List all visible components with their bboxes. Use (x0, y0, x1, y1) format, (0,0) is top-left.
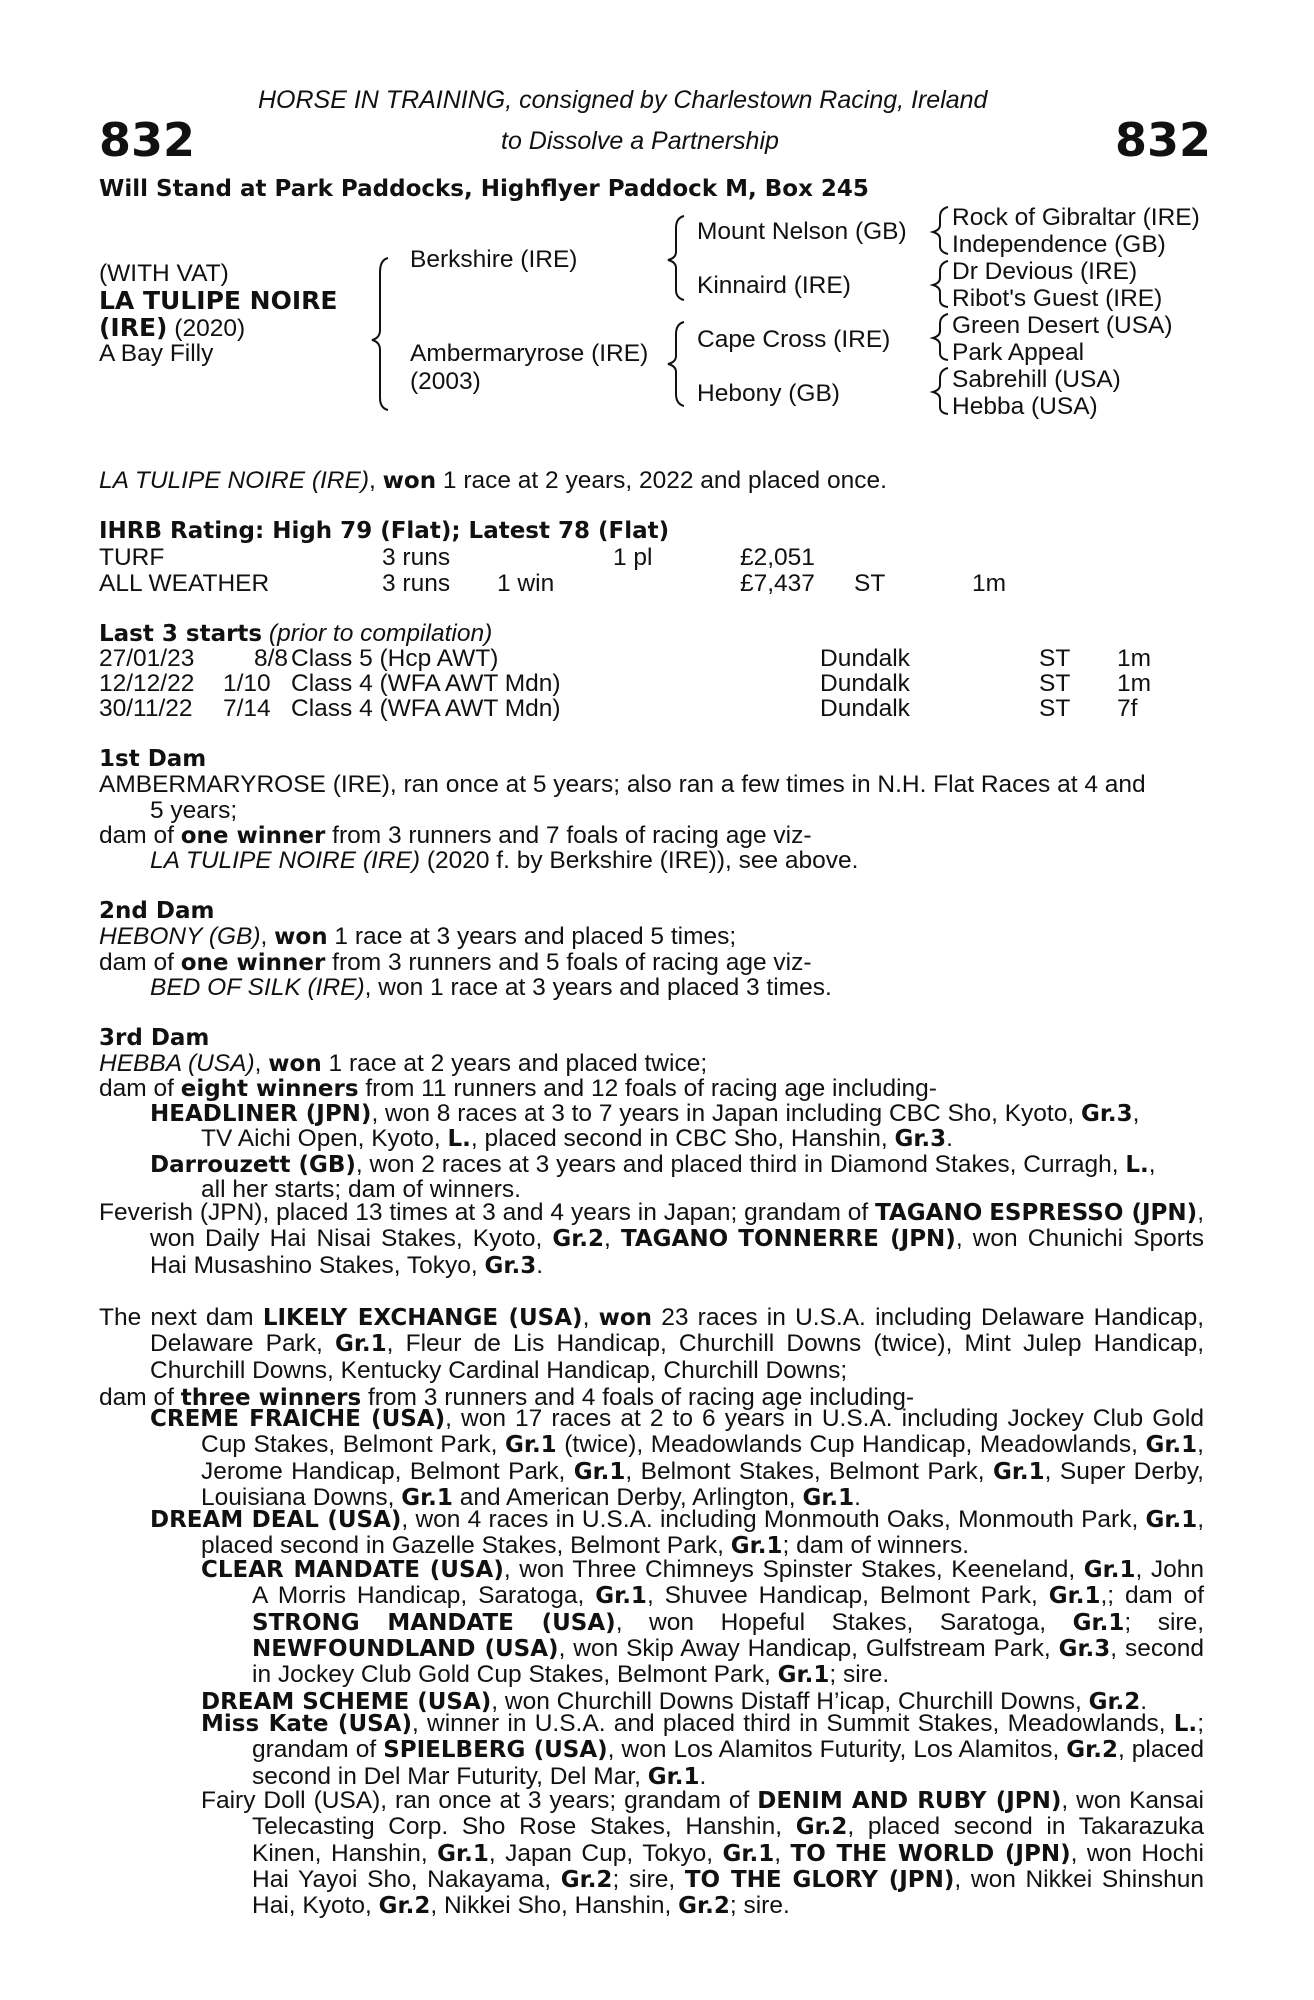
rating-runs: 3 runs (382, 570, 451, 597)
text-span: 1 race at 2 years and placed twice; (321, 1050, 708, 1077)
grade-label: Gr.3 (484, 1252, 537, 1279)
consignor-line: HORSE IN TRAINING, consigned by Charlestown Racing, Ireland (258, 86, 988, 114)
first-dam-foal-name: LA TULIPE NOIRE (IRE) (150, 847, 421, 874)
text-span: , placed second in CBC Sho, Hanshin, (470, 1125, 895, 1152)
creme-fraiche-name: CREME FRAICHE (USA) (150, 1406, 446, 1432)
rating-wins: 1 win (497, 570, 555, 597)
text-span: (2020 f. by Berkshire (IRE)), see above. (420, 847, 859, 874)
summary-text: 1 race at 2 years, 2022 and placed once. (436, 467, 887, 494)
first-dam-line1: AMBERMARYROSE (IRE), ran once at 5 years; also ran a few times in N.H. Flat Races at 4 and (99, 771, 1146, 798)
text-span: and American Derby, Arlington, (452, 1483, 803, 1511)
last-starts-heading: Last 3 starts (99, 621, 263, 647)
start-date: 30/11/22 (99, 695, 193, 722)
text-span: The next dam (99, 1304, 263, 1331)
sire-sire-sire: Rock of Gibraltar (IRE) (952, 204, 1200, 231)
first-dam-heading: 1st Dam (99, 746, 207, 772)
grade-label: Gr.2 (378, 1893, 431, 1920)
grade-label: Gr.1 (334, 1331, 387, 1358)
feverish-espresso: ESPRESSO (JPN) (989, 1200, 1198, 1226)
vat-label: (WITH VAT) (99, 260, 229, 287)
third-dam-name: HEBBA (USA) (99, 1050, 255, 1077)
grade-label: Gr.2 (678, 1893, 730, 1920)
text-span: from 3 runners and 4 foals of racing age including- (361, 1384, 915, 1411)
grade-label: Gr.1 (730, 1533, 783, 1560)
text-span: TV Aichi Open, Kyoto, (201, 1125, 448, 1152)
sire-dam: Kinnaird (IRE) (697, 272, 851, 299)
start-position: 1/10 (223, 670, 271, 697)
text-span: , won 8 races at 3 to 7 years in Japan including CBC Sho, Kyoto, (371, 1100, 1081, 1127)
grade-label: Gr.1 (573, 1458, 626, 1485)
headliner-line1 (150, 1102, 1139, 1127)
dam-dam: Hebony (GB) (697, 380, 840, 407)
text-span: dam of (99, 1384, 181, 1411)
grade-label: Gr.2 (560, 1866, 613, 1893)
start-position: 8/8 (254, 645, 289, 672)
third-dam-winners: eight winners (180, 1076, 359, 1102)
text-span: . (1140, 1688, 1148, 1715)
strong-mandate-name: STRONG MANDATE (USA) (252, 1609, 616, 1636)
clear-mandate-paragraph (201, 1556, 1205, 1689)
text-span: ; grandam of (252, 1710, 1204, 1764)
third-dam-line2 (99, 1077, 937, 1102)
start-going: ST (1039, 670, 1071, 697)
text-span: , won Nikkei Shinshun Hai, Kyoto, (252, 1865, 1205, 1920)
denim-and-ruby-name: DENIM AND RUBY (JPN) (757, 1788, 1062, 1814)
darrouzett-line2: all her starts; dam of winners. (201, 1176, 521, 1203)
grade-label: Gr.3 (1058, 1635, 1111, 1662)
to-the-glory-name: TO THE GLORY (JPN) (684, 1866, 955, 1893)
text-span: dam of (99, 949, 181, 976)
text-span: , (1148, 1151, 1156, 1178)
text-span: , won Hochi Hai Yayoi Sho, Nakayama, (252, 1839, 1204, 1893)
rating-places: 1 pl (613, 544, 653, 571)
start-going: ST (1039, 695, 1071, 722)
feverish-tonnerre: TONNERRE (JPN) (738, 1226, 956, 1253)
dam-dam-sire: Sabrehill (USA) (952, 366, 1121, 393)
third-dam-won: won (268, 1051, 322, 1077)
text-span: ,; dam of (1100, 1582, 1204, 1610)
next-dam-won: won (598, 1305, 653, 1331)
third-dam-line1 (99, 1052, 707, 1077)
text-span: from 3 runners and 5 foals of racing age viz- (325, 949, 812, 976)
second-dam-winners: one winner (180, 950, 326, 976)
grade-label: Gr.1 (1145, 1507, 1198, 1533)
text-span: ; dam of winners. (782, 1532, 970, 1560)
grade-label: Gr.1 (1048, 1583, 1101, 1610)
text-span: , (254, 1050, 269, 1077)
dam-dam-dam: Hebba (USA) (952, 393, 1098, 420)
text-span: 23 races in U.S.A. including Delaware Handicap, Delaware Park, (150, 1304, 1204, 1358)
second-dam-heading: 2nd Dam (99, 898, 215, 924)
rating-surface: ALL WEATHER (99, 570, 270, 597)
horse-year: (2020) (167, 315, 246, 342)
text-span: , (604, 1225, 621, 1253)
second-dam-name: HEBONY (GB) (99, 923, 261, 950)
grade-label: Gr.1 (1072, 1609, 1125, 1636)
text-span: , winner in U.S.A. and placed third in Summit Stakes, Meadowlands, (412, 1710, 1174, 1737)
first-dam-line4 (150, 849, 858, 874)
horse-country: (IRE) (99, 313, 168, 342)
dam-year: (2003) (410, 368, 481, 395)
text-span: , (774, 1839, 791, 1867)
text-span: , second in Jockey Club Gold Cup Stakes, Belmont Park, (252, 1634, 1204, 1689)
grade-label: Gr.2 (1088, 1689, 1141, 1715)
next-dam-name: LIKELY EXCHANGE (USA) (262, 1305, 583, 1331)
grade-label: Gr.1 (802, 1484, 855, 1511)
rating-going: ST (854, 570, 886, 597)
text-span: , won Chunichi Sports Hai Musashino Stakes, Tokyo, (150, 1225, 1205, 1279)
horse-description: A Bay Filly (99, 340, 214, 367)
feverish-paragraph (99, 1200, 1204, 1279)
feverish-tagano: TAGANO (875, 1200, 983, 1226)
text-span: ; sire. (829, 1661, 890, 1689)
creme-fraiche-paragraph (150, 1405, 1204, 1511)
text-span: , (582, 1304, 599, 1331)
text-span: from 11 runners and 12 foals of racing age including- (358, 1075, 937, 1102)
text-span: , Belmont Stakes, Belmont Park, (625, 1457, 993, 1485)
first-dam-line3 (99, 824, 812, 849)
text-span: , won Three Chimneys Spinster Stakes, Keeneland, (503, 1556, 1084, 1583)
text-span: , won Los Alamitos Futurity, Los Alamitos, (607, 1736, 1067, 1764)
start-course: Dundalk (820, 645, 910, 672)
text-span: , placed second in Del Mar Futurity, Del Mar, (252, 1736, 1204, 1790)
text-span: . (854, 1483, 861, 1511)
rating-surface: TURF (99, 544, 165, 571)
next-dam-winners: three winners (180, 1385, 362, 1411)
text-span: , Super Derby, Louisiana Downs, (201, 1457, 1204, 1511)
grade-label: Gr.1 (401, 1484, 453, 1511)
grade-label: Gr.1 (722, 1840, 775, 1867)
first-dam-line2: 5 years; (150, 797, 238, 824)
text-span: , placed second in Takarazuka Kinen, Hanshin, (252, 1813, 1204, 1867)
second-dam-foal-name: BED OF SILK (IRE) (150, 974, 365, 1001)
rating-runs: 3 runs (382, 544, 451, 571)
text-span: , Nikkei Sho, Hanshin, (430, 1892, 679, 1920)
miss-kate-paragraph (201, 1710, 1204, 1790)
text-span: , won Daily Hai Nisai Stakes, Kyoto, (150, 1199, 1204, 1253)
first-dam-winners: one winner (180, 823, 326, 849)
start-course: Dundalk (820, 695, 910, 722)
headliner-name: HEADLINER (JPN) (150, 1101, 372, 1127)
grade-label: Gr.1 (595, 1583, 647, 1610)
summary-won: won (382, 468, 437, 494)
text-span: , Jerome Handicap, Belmont Park, (201, 1431, 1204, 1485)
sire-sire: Mount Nelson (GB) (697, 218, 907, 245)
start-date: 12/12/22 (99, 670, 195, 697)
grade-label: Gr.1 (992, 1458, 1045, 1485)
text-span: , won Churchill Downs Distaff H’icap, Churchill Downs, (491, 1688, 1089, 1715)
listed-label: L. (1125, 1152, 1149, 1178)
grade-label: Gr.1 (437, 1840, 489, 1867)
start-course: Dundalk (820, 670, 910, 697)
text-span: , Japan Cup, Tokyo, (488, 1839, 723, 1867)
horse-name: LA TULIPE NOIRE (99, 286, 338, 315)
text-span: from 3 runners and 7 foals of racing age viz- (325, 822, 812, 849)
second-dam-line2 (99, 951, 812, 976)
grade-label: Gr.1 (1145, 1432, 1198, 1459)
text-span: , won Kansai Telecasting Corp. Sho Rose Stakes, Hanshin, (252, 1787, 1204, 1841)
start-distance: 1m (1117, 645, 1152, 672)
grade-label: Gr.3 (894, 1126, 947, 1152)
text-span: , Fleur de Lis Handicap, Churchill Downs (twice), Mint Julep Handicap, Churchill Downs, Kentucky Cardinal Handicap, Churchill Downs; (150, 1330, 1204, 1384)
text-span: Fairy Doll (USA), ran once at 3 years; grandam of (201, 1787, 758, 1814)
listed-label: L. (1173, 1711, 1198, 1737)
fairy-doll-paragraph (201, 1787, 1205, 1920)
grade-label: Gr.3 (1080, 1101, 1133, 1127)
dam-sire-sire: Green Desert (USA) (952, 312, 1173, 339)
grade-label: Gr.1 (647, 1763, 700, 1790)
text-span: , won 1 race at 3 years and placed 3 times. (364, 974, 832, 1001)
darrouzett-line1 (150, 1153, 1156, 1178)
grade-label: Gr.1 (1083, 1557, 1136, 1583)
rating-money: £2,051 (740, 544, 815, 571)
grade-label: Gr.2 (795, 1814, 848, 1841)
darrouzett-name: Darrouzett (GB) (150, 1152, 356, 1178)
grade-label: Gr.2 (1066, 1737, 1118, 1764)
newfoundland-name: NEWFOUNDLAND (USA) (252, 1635, 559, 1662)
sale-reason: to Dissolve a Partnership (501, 127, 779, 155)
lot-number-left: 832 (99, 113, 196, 167)
text-span: dam of (99, 822, 181, 849)
grade-label: Gr.1 (777, 1662, 830, 1689)
start-going: ST (1039, 645, 1071, 672)
rating-distance: 1m (972, 570, 1007, 597)
text-span: , (260, 923, 275, 950)
summary-horse-name: LA TULIPE NOIRE (IRE) (99, 467, 370, 494)
dam: Ambermaryrose (IRE) (410, 340, 649, 367)
text-span: , placed second in Gazelle Stakes, Belmont Park, (201, 1506, 1205, 1560)
second-dam-won: won (274, 924, 328, 950)
location-line: Will Stand at Park Paddocks, Highflyer Paddock M, Box 245 (99, 176, 869, 202)
to-the-world-name: TO THE WORLD (JPN) (790, 1840, 1071, 1867)
start-race: Class 5 (Hcp AWT) (291, 645, 499, 672)
sire-dam-sire: Dr Devious (IRE) (952, 258, 1138, 285)
next-dam-paragraph (99, 1304, 1204, 1384)
sire-sire-dam: Independence (GB) (952, 231, 1166, 258)
start-distance: 7f (1117, 695, 1138, 722)
sire: Berkshire (IRE) (410, 246, 578, 273)
start-position: 7/14 (223, 695, 271, 722)
last-starts-title (99, 622, 492, 647)
dam-sire: Cape Cross (IRE) (697, 326, 891, 353)
last-starts-note: (prior to compilation) (262, 620, 493, 647)
text-span: , won Skip Away Handicap, Gulfstream Park, (558, 1634, 1059, 1662)
headliner-line2 (201, 1127, 953, 1152)
text-span: ; sire. (729, 1892, 790, 1920)
text-span: , Shuvee Handicap, Belmont Park, (646, 1582, 1049, 1610)
spielberg-name: SPIELBERG (USA) (383, 1737, 608, 1764)
text-span: dam of (99, 1075, 181, 1102)
lot-number-right: 832 (1115, 113, 1212, 167)
sire-dam-dam: Ribot's Guest (IRE) (952, 285, 1163, 312)
start-distance: 1m (1117, 670, 1152, 697)
text-span: , won 17 races at 2 to 6 years in U.S.A. including Jockey Club Gold Cup Stakes, Belmont Park, (201, 1405, 1204, 1459)
feverish-tagano2: TAGANO (620, 1226, 729, 1253)
text-span: , John A Morris Handicap, Saratoga, (252, 1556, 1205, 1610)
text-span: , won Hopeful Stakes, Saratoga, (615, 1608, 1073, 1636)
third-dam-heading: 3rd Dam (99, 1025, 210, 1051)
rating-money: £7,437 (740, 570, 815, 597)
miss-kate-name: Miss Kate (USA) (201, 1711, 412, 1737)
text-span: (twice), Meadowlands Cup Handicap, Meadowlands, (556, 1431, 1146, 1459)
text-span: ; sire, (612, 1865, 685, 1893)
listed-label: L. (447, 1126, 471, 1152)
dream-deal-name: DREAM DEAL (USA) (150, 1507, 402, 1533)
text-span: , (1132, 1100, 1140, 1127)
text-span: Feverish (JPN), placed 13 times at 3 and 4 years in Japan; grandam of (99, 1199, 876, 1226)
text-span: ; sire, (1124, 1608, 1204, 1636)
start-date: 27/01/23 (99, 645, 195, 672)
text-span: , won 4 races in U.S.A. including Monmouth Oaks, Monmouth Park, (401, 1506, 1146, 1533)
text-span: 1 race at 3 years and placed 5 times; (327, 923, 737, 950)
text-span: . (946, 1125, 953, 1152)
dream-deal-paragraph (150, 1506, 1205, 1560)
start-race: Class 4 (WFA AWT Mdn) (291, 670, 561, 697)
dam-sire-dam: Park Appeal (952, 339, 1085, 366)
text-span: . (536, 1251, 544, 1279)
second-dam-line3 (150, 976, 832, 1001)
second-dam-line1 (99, 925, 736, 950)
grade-label: Gr.2 (552, 1226, 605, 1253)
race-summary: LA TULIPE NOIRE (IRE), won 1 race at 2 years, 2022 and placed once. (99, 467, 887, 494)
rating-title: IHRB Rating: High 79 (Flat); Latest 78 (Flat) (99, 518, 670, 544)
text-span: , won 2 races at 3 years and placed third in Diamond Stakes, Curragh, (355, 1151, 1126, 1178)
dream-scheme-name: DREAM SCHEME (USA) (201, 1689, 492, 1715)
clear-mandate-name: CLEAR MANDATE (USA) (201, 1557, 504, 1583)
text-span: . (699, 1762, 707, 1790)
grade-label: Gr.1 (505, 1432, 557, 1459)
start-race: Class 4 (WFA AWT Mdn) (291, 695, 561, 722)
